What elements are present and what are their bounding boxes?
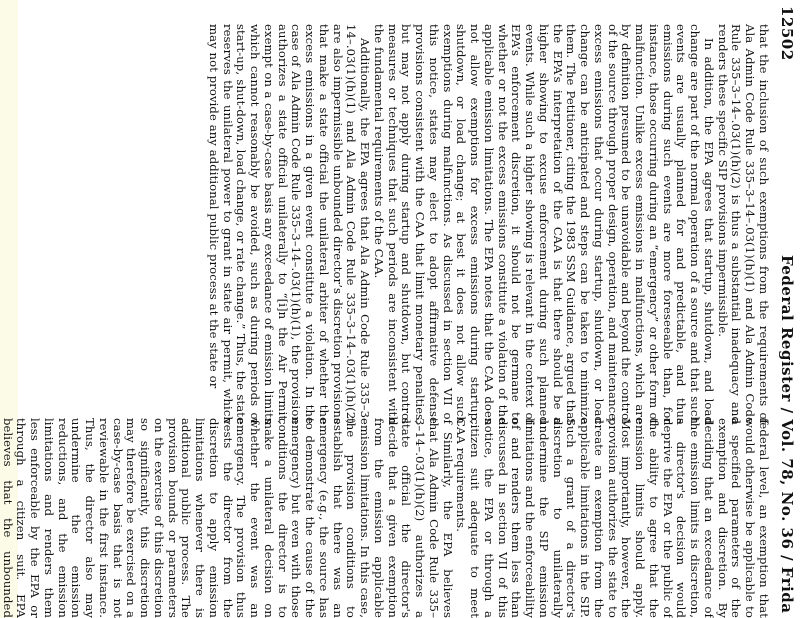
- right-paragraph-1: federal level, an exemption that would otherwise be applicable to a specified parameters of the exemption and discretion. By deciding that an exceedance of the emission limits is discretion, a director's decision would deprive the EPA or the public of the ability to agree that the emission limits should apply. Most importantly, however, the provision authorizes the state to create an exemption from the applicable limitations in the SIP. Such a grant of a director's discretion to unilaterally undermine the SIP emission limitations and the enforceability of and renders them less than discussed in section VII of this notice, the EPA or through a citizen suit adequate to meet CAA requirements.: [454, 418, 771, 618]
- right-paragraph-2: Similarly, the EPA believes that Ala Admin Code Rule 335–3–14–.03(1)(h)(2) authorizes a state official the director's decide that a given exemption from the emission applicable emission limitations. In this case, the provision conditions to establish that there was an emergency (e.g., the source has to demonstrate the cause of the emergency) but even with those conditions the director is to make a unilateral decision on whether the event was an emergency. The provision thus vests the director from the discretion to apply emission limitations whenever there is additional public process. The provision bounds or parameters on the exercise of this discretion so significantly, this discretion may therefore be exercised on a case-by-case basis that is not reviewable in the first instance. Thus, the director also may undermine the emission reductions, and the emission limitations and renders them less enforceable by the EPA or through a citizen suit. EPA believes that the unbounded: [0, 418, 455, 618]
- page-number: 12502: [778, 6, 796, 61]
- left-column-region: [0, 24, 770, 422]
- right-column-region: [0, 418, 770, 618]
- left-paragraph-2: In addition, the EPA agrees that startup, shutdown, and load change are part of the normal operation of a source and that such events are usually planned for and predictable, and thus emissions during such events are more foreseeable than, for instance, those occurring during an “emergency” or other form of malfunction. Unlike excess emissions in malfunctions, which are by definition presumed to be unavoidable and beyond the control of the source through proper design, operation, and maintenance, excess emissions that occur during startup, shutdown, or load change can be anticipated and steps can be taken to minimize them. The Petitioner, citing the 1983 SSM Guidance, argued that the EPA’s interpretation of the CAA is that there should be a higher showing to excuse enforcement during such planned events. While such a higher showing is relevant in the context of EPA’s enforcement discretion, it should not be germane to whether or not the excess emissions constitute a violation of the applicable emission limitations. The EPA notes that the CAA does not allow exemptions for excess emissions during startup, shutdown, or load change; at best it does not allow such exemptions during malfunctions. As discussed in section VII of this notice, states may elect to adopt affirmative defense provisions consistent with the CAA that limit monetary penalties, but may not apply during startup and shutdown, but control measures or techniques that such periods are inconsistent with the fundamental requirements of the CAA.: [372, 24, 716, 424]
- left-column: [206, 24, 770, 424]
- running-head: Federal Register / Vol. 78, No. 36 / Frida: [778, 255, 796, 614]
- left-paragraph-1: that the inclusion of such exemptions from the requirements of Ala Admin Code Rule 335–3–14–.03(1)(h)(1) and Ala Admin Code Rule 335–3–14–.03(1)(h)(2) is thus a substantial inadequacy and renders these specific SIP provisions impermissible.: [715, 24, 771, 424]
- right-column: [0, 418, 770, 618]
- left-paragraph-3: Additionally, the EPA agrees that Ala Admin Code Rule 335–3–14–.03(1)(h)(1) and Ala Admin Code Rule 335–3–14–.03(1)(h)(2) are also impermissible unbounded director’s discretion provisions that make a state official the unilateral arbiter of whether the excess emissions in a given event constitute a violation. In the case of Ala Admin Code Rule 335–3–14–.03(1)(h)(1), the provision authorizes a state official unilaterally to “[i]n the Air Permit, exempt on a case-by-case basis any exceedance of emission limits which cannot reasonably be avoided, such as during periods of start-up, shut-down, load change, or rate change.” Thus, the state reserves the unilateral power to grant in state air permit, which may not provide any additional public process at the state or: [207, 24, 373, 424]
